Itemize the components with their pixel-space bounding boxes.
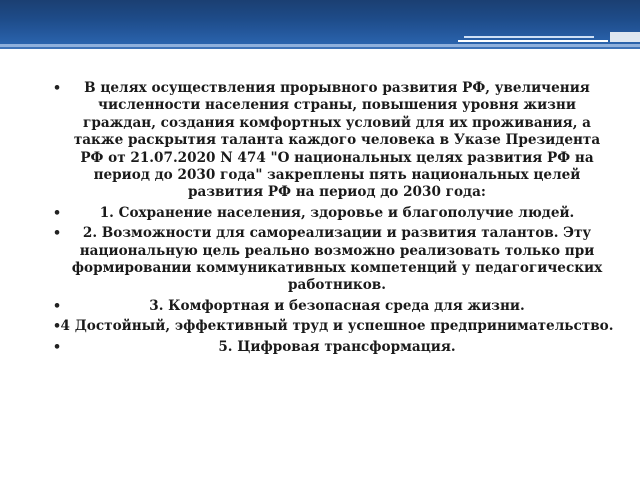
bullet-icon: • [52, 319, 62, 335]
bullet-icon: • [52, 205, 62, 221]
bullet-item-goal-1 [52, 205, 614, 222]
bullet-icon: • [52, 81, 62, 96]
bullet-text: 3. Комфортная и безопасная среда для жизни. [149, 297, 525, 314]
bullet-text: 4 Достойный, эффективный труд и успешное предпринимательство. [60, 318, 614, 335]
header-decoration-block [610, 32, 640, 42]
bullet-list [52, 80, 614, 356]
bullet-icon: • [52, 226, 62, 242]
header-decoration-line [458, 40, 608, 42]
bullet-item-goal-3 [52, 298, 614, 315]
bullet-icon: • [52, 298, 62, 314]
header-decoration-line [464, 36, 594, 38]
bullet-text: 5. Цифровая трансформация. [218, 338, 456, 355]
header-divider-dark [0, 47, 640, 49]
bullet-text: 2. Возможности для самореализации и развития талантов. Эту национальную цель реально возможно реализовать только при формировании коммуникативных компетенций у педагогических работников. [71, 225, 603, 294]
slide-body [52, 80, 614, 359]
bullet-text: В целях осуществления прорывного развития РФ, увеличения численности населения страны, повышения уровня жизни граждан, создания комфортных условий для их проживания, а также раскрытия таланта каждого человека в Указе Президента РФ от 21.07.2020 N 474 "О национальных целях развития РФ на период до 2030 года" закреплены пять национальных целей развития РФ на период до 2030 года: [73, 80, 601, 201]
bullet-item-goal-2 [52, 225, 614, 295]
bullet-icon: • [52, 339, 62, 355]
bullet-item-intro [52, 80, 614, 202]
bullet-item-goal-4 [52, 318, 614, 335]
bullet-item-goal-5 [52, 339, 614, 356]
bullet-text: 1. Сохранение населения, здоровье и благополучие людей. [99, 204, 575, 221]
